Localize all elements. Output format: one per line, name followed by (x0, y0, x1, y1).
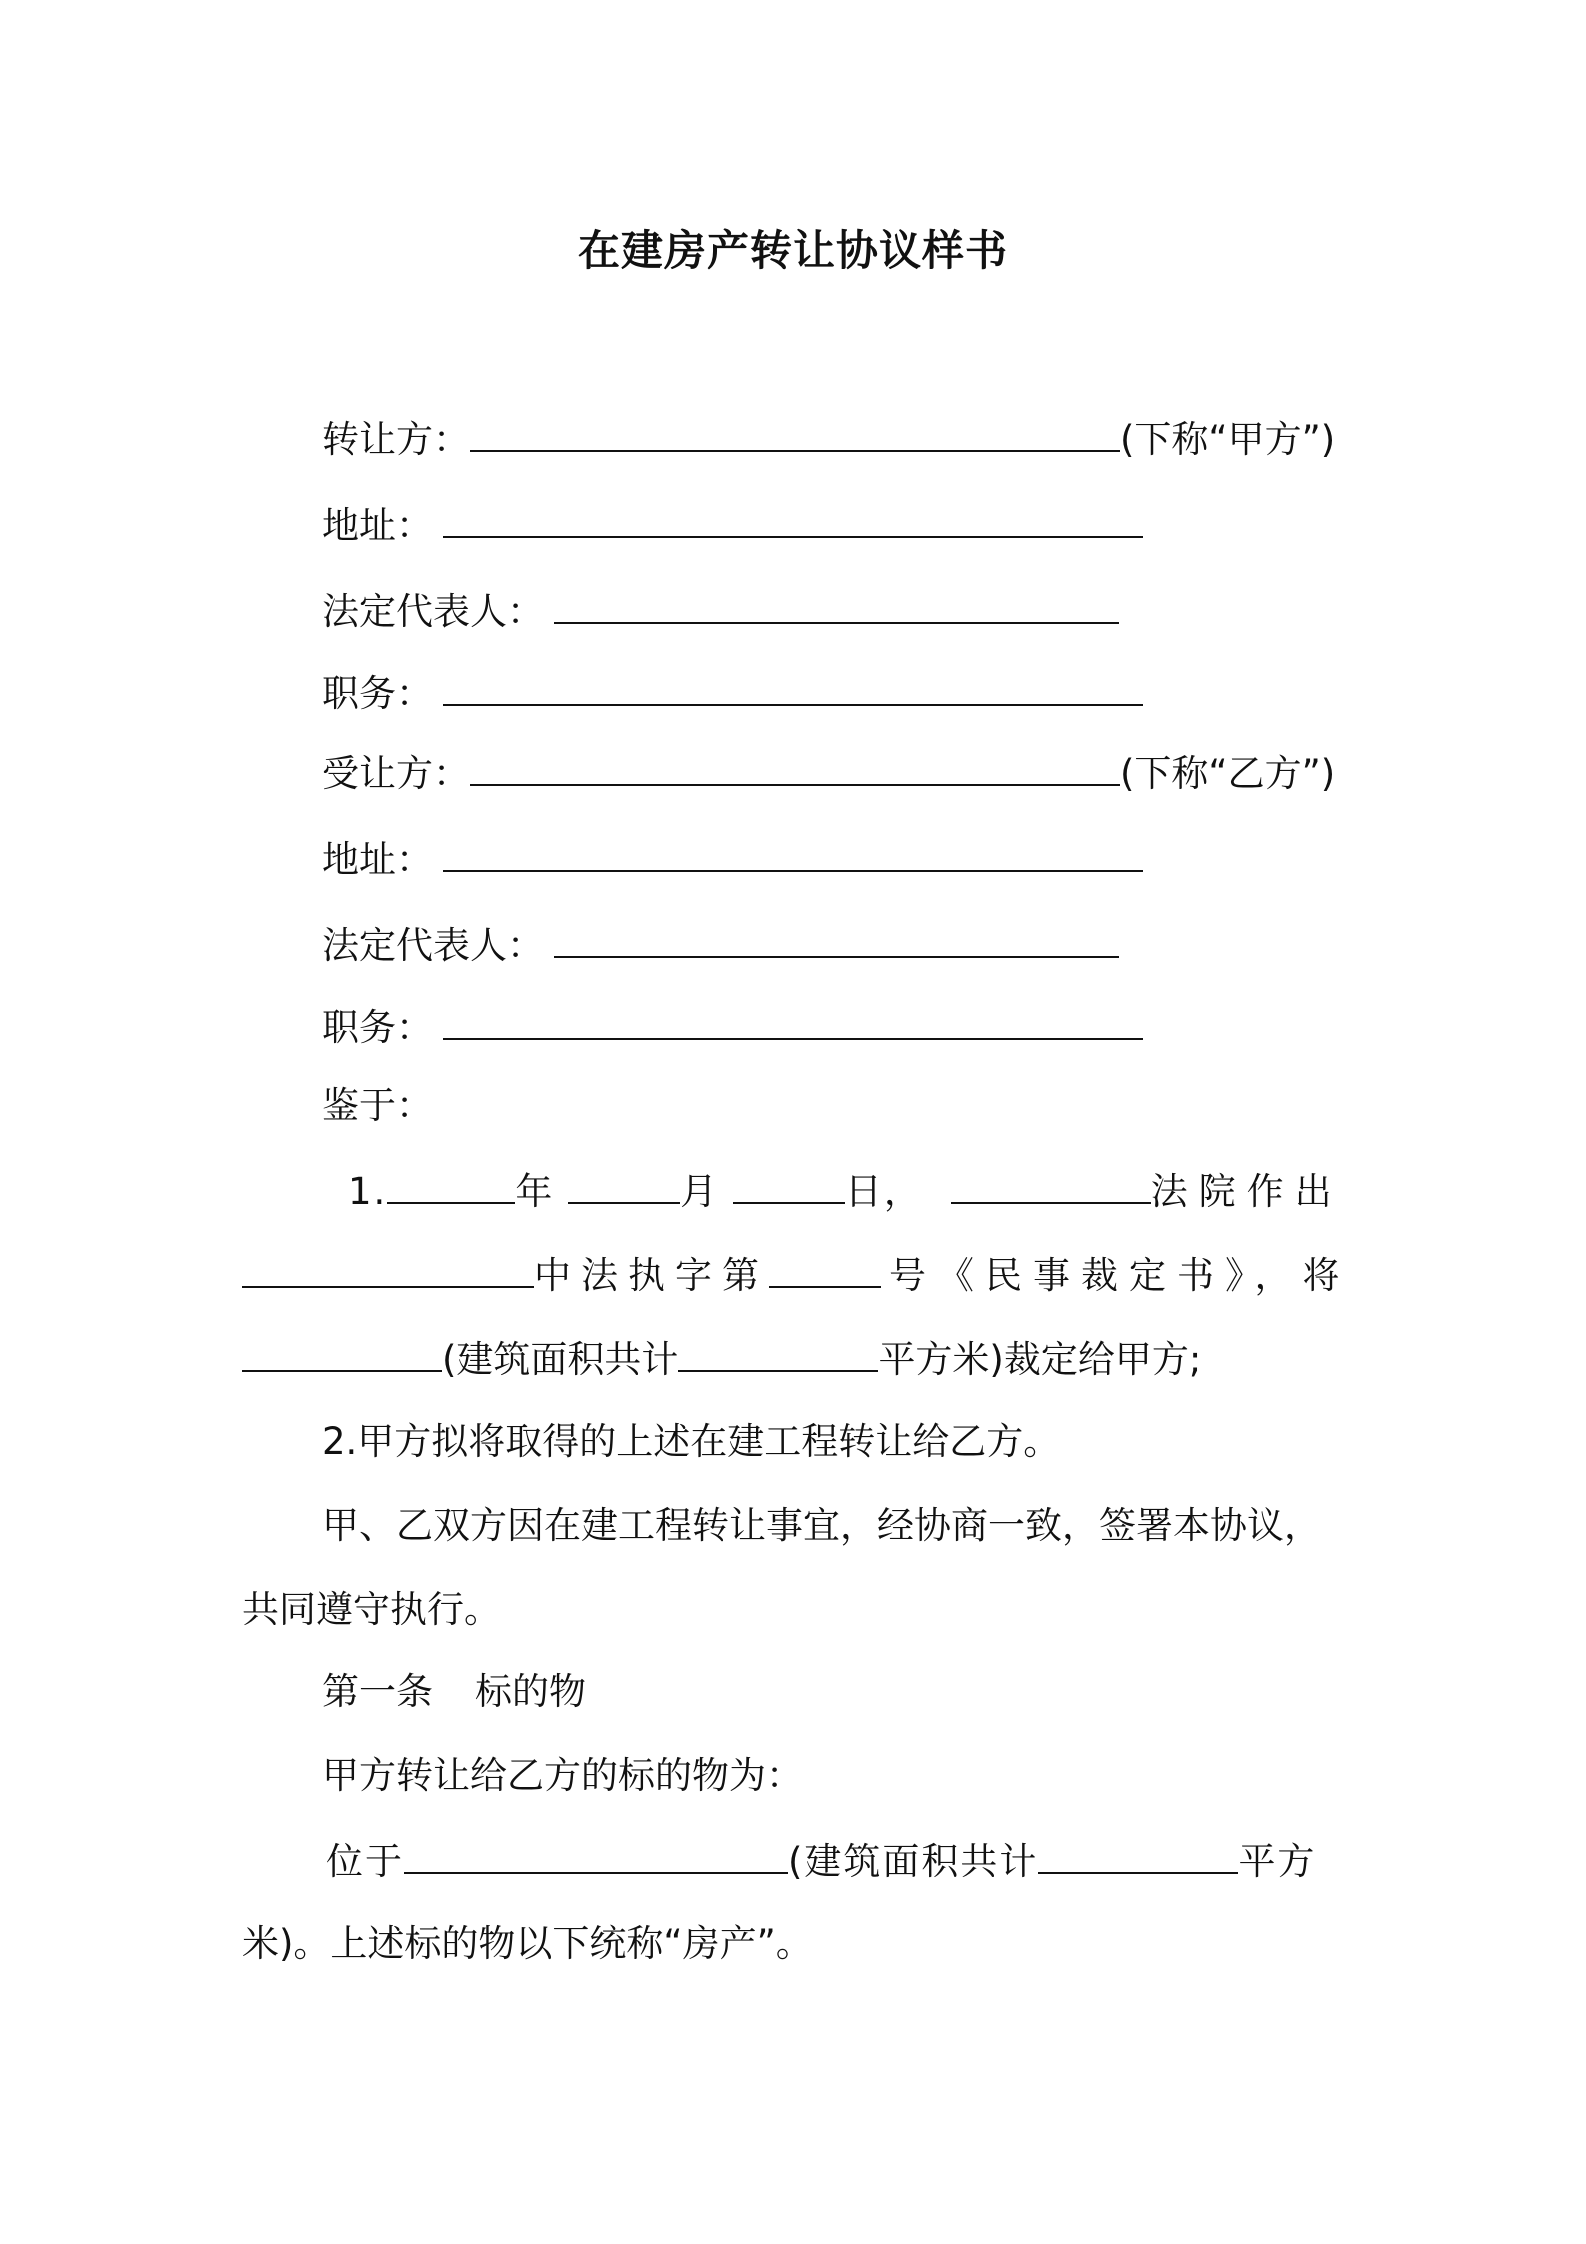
agreement-line2: 共同遵守执行。 (242, 1588, 501, 1631)
party-b-legal-rep-blank (554, 920, 1119, 958)
whereas-item1-line2 (242, 1250, 1351, 1300)
party-b-address-line (322, 834, 1143, 884)
case-year-blank (242, 1250, 534, 1288)
whereas-item1-line3 (242, 1334, 1201, 1384)
document-title: 在建房产转让协议样书 (577, 226, 1008, 275)
article1-located: 位于 (326, 1840, 404, 1883)
party-a-address-label: 地址： (322, 504, 433, 547)
month-blank (568, 1166, 680, 1204)
agreement-line1: 甲、乙双方因在建工程转让事宜，经协商一致，签署本协议， (322, 1504, 1321, 1547)
case-no-text: 中法执字第 (534, 1254, 769, 1297)
party-a-position-line (322, 668, 1143, 718)
whereas-item1-prefix: 1. (348, 1170, 388, 1213)
party-b-name-blank (470, 748, 1120, 786)
party-a-position-blank (443, 668, 1143, 706)
article1-area-close: 平方 (1238, 1840, 1317, 1883)
article1-location-line (326, 1836, 1316, 1886)
property-blank (242, 1334, 442, 1372)
party-a-legal-rep-label: 法定代表人： (322, 590, 544, 633)
party-a-address-line (322, 500, 1143, 550)
day-blank (733, 1166, 845, 1204)
party-b-address-blank (443, 834, 1143, 872)
article1-area-open: (建筑面积共计 (788, 1840, 1039, 1883)
day-label: 日， (844, 1170, 923, 1213)
party-b-position-blank (443, 1002, 1143, 1040)
whereas-label: 鉴于： (322, 1084, 433, 1127)
party-a-name-label: 转让方： (322, 418, 470, 461)
party-a-legal-rep-blank (554, 586, 1119, 624)
article1-heading (322, 1668, 586, 1716)
month-label: 月 (680, 1170, 720, 1213)
party-a-name-suffix: (下称“甲方”) (1120, 418, 1336, 461)
article1-number: 第一条 (322, 1670, 433, 1713)
location-blank (404, 1836, 788, 1874)
article1-title: 标的物 (475, 1670, 586, 1713)
party-a-legal-rep-line (322, 586, 1119, 636)
whereas-item2: 2.甲方拟将取得的上述在建工程转让给乙方。 (322, 1420, 1061, 1463)
party-b-position-label: 职务： (322, 1006, 433, 1049)
year-blank (387, 1166, 515, 1204)
year-label: 年 (515, 1170, 555, 1213)
party-b-position-line (322, 1002, 1143, 1052)
court-blank (951, 1166, 1151, 1204)
party-b-legal-rep-line (322, 920, 1119, 970)
ruling-text: 号《民事裁定书》，将 (889, 1254, 1351, 1297)
party-b-address-label: 地址： (322, 838, 433, 881)
article1-line2: 米)。上述标的物以下统称“房产”。 (242, 1922, 813, 1965)
article1-intro: 甲方转让给乙方的标的物为： (322, 1754, 803, 1797)
party-a-address-blank (443, 500, 1143, 538)
party-a-name-blank (470, 414, 1120, 452)
party-b-name-suffix: (下称“乙方”) (1120, 752, 1336, 795)
party-a-name-line (322, 414, 1335, 464)
item1-area-blank (678, 1334, 878, 1372)
party-a-position-label: 职务： (322, 672, 433, 715)
court-made-text: 法院作出 (1150, 1170, 1343, 1213)
party-b-name-label: 受让方： (322, 752, 470, 795)
party-b-name-line (322, 748, 1335, 798)
item1-area-close: 平方米)裁定给甲方; (878, 1338, 1202, 1381)
case-number-blank (769, 1250, 881, 1288)
item1-area-open: (建筑面积共计 (442, 1338, 679, 1381)
whereas-item1-line1 (348, 1166, 1343, 1216)
party-b-legal-rep-label: 法定代表人： (322, 924, 544, 967)
article1-area-blank (1038, 1836, 1238, 1874)
